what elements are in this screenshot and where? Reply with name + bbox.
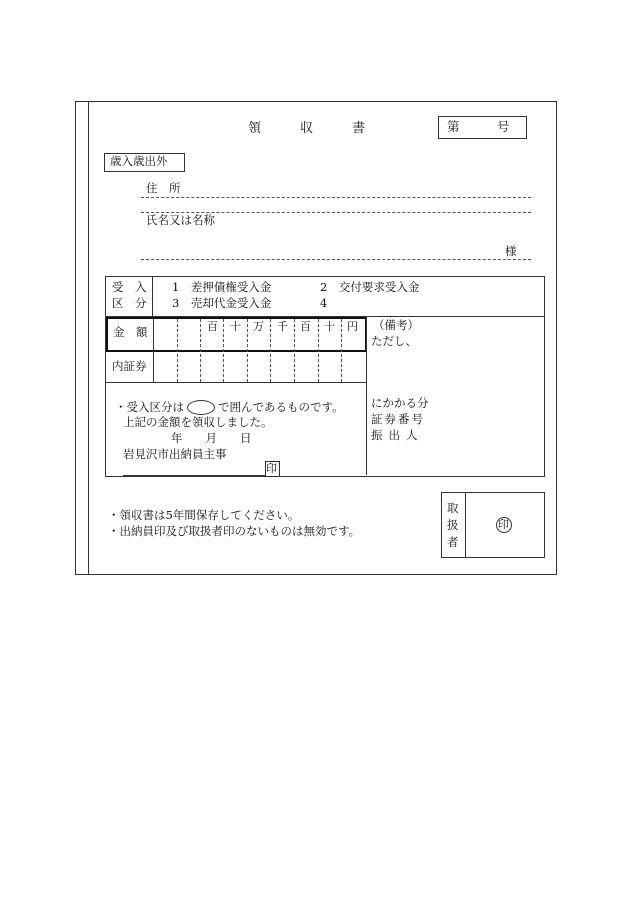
- remarks-divider: [366, 317, 367, 475]
- remarks-heading: （備考）: [373, 318, 419, 332]
- notice-suffix: で囲んであるものです。: [218, 400, 344, 414]
- receipt-type-divider: [152, 276, 153, 316]
- handler-divider: [465, 492, 466, 557]
- receipt-title: 領 収 書: [248, 121, 366, 136]
- amount-label: 金 額: [113, 325, 148, 339]
- binding-margin-line: [88, 101, 89, 575]
- digit-unit: 十: [230, 320, 241, 333]
- address-line[interactable]: [141, 197, 531, 198]
- receipt-option-4[interactable]: 4: [320, 296, 328, 310]
- digit-unit: 万: [253, 320, 264, 333]
- signature-line[interactable]: [123, 475, 265, 476]
- handler-seal: 印: [498, 518, 509, 531]
- digit-separator: [200, 319, 201, 382]
- notice-official: 岩見沢市出納員主事: [123, 447, 227, 461]
- oval-mark-icon: [187, 400, 215, 415]
- address-label: 住 所: [146, 181, 181, 195]
- receipt-option-2[interactable]: 2 交付要求受入金: [320, 280, 420, 294]
- receipt-type-label-2: 区 分: [112, 296, 147, 310]
- digit-separator: [270, 319, 271, 382]
- amount-label-divider: [153, 318, 154, 382]
- voucher-label: 内証券: [112, 359, 147, 373]
- notice-date[interactable]: 年 月 日: [171, 431, 252, 445]
- digit-separator: [177, 319, 178, 382]
- receipt-option-3[interactable]: 3 売却代金受入金: [172, 296, 272, 310]
- notice-prefix: ・受入区分は: [115, 400, 184, 414]
- digit-unit: 千: [277, 320, 288, 333]
- digit-unit: 百: [300, 320, 311, 333]
- receipt-option-1[interactable]: 1 差押債権受入金: [172, 280, 272, 294]
- digit-separator: [294, 319, 295, 382]
- voucher-row-bottom: [105, 382, 366, 383]
- number-label: 第 号: [447, 119, 510, 134]
- digit-separator: [318, 319, 319, 382]
- remarks-line4: 振出人: [371, 428, 424, 442]
- digit-unit: 十: [324, 320, 335, 333]
- notice-received: 上記の金額を領収しました。: [123, 415, 273, 429]
- footer-note-1: ・領収書は5年間保存してください。: [108, 508, 300, 522]
- digit-unit: 百: [207, 320, 218, 333]
- honorific-sama: 様: [505, 244, 517, 258]
- digit-unit: 円: [347, 320, 358, 333]
- remarks-line1: ただし、: [371, 334, 417, 348]
- name-label: 氏名又は名称: [146, 213, 215, 227]
- name-line[interactable]: [141, 259, 531, 260]
- digit-separator: [223, 319, 224, 382]
- receipt-type-label-1: 受 入: [112, 280, 147, 294]
- footer-note-2: ・出納員印及び取扱者印のないものは無効です。: [108, 524, 361, 538]
- category-tag: 歳入歳出外: [110, 154, 168, 168]
- handler-label: 取扱者: [447, 501, 459, 549]
- remarks-line2: にかかる分: [371, 396, 429, 410]
- digit-separator: [341, 319, 342, 382]
- digit-separator: [247, 319, 248, 382]
- remarks-line3: 証券番号: [371, 412, 425, 426]
- official-seal: 印: [266, 462, 277, 475]
